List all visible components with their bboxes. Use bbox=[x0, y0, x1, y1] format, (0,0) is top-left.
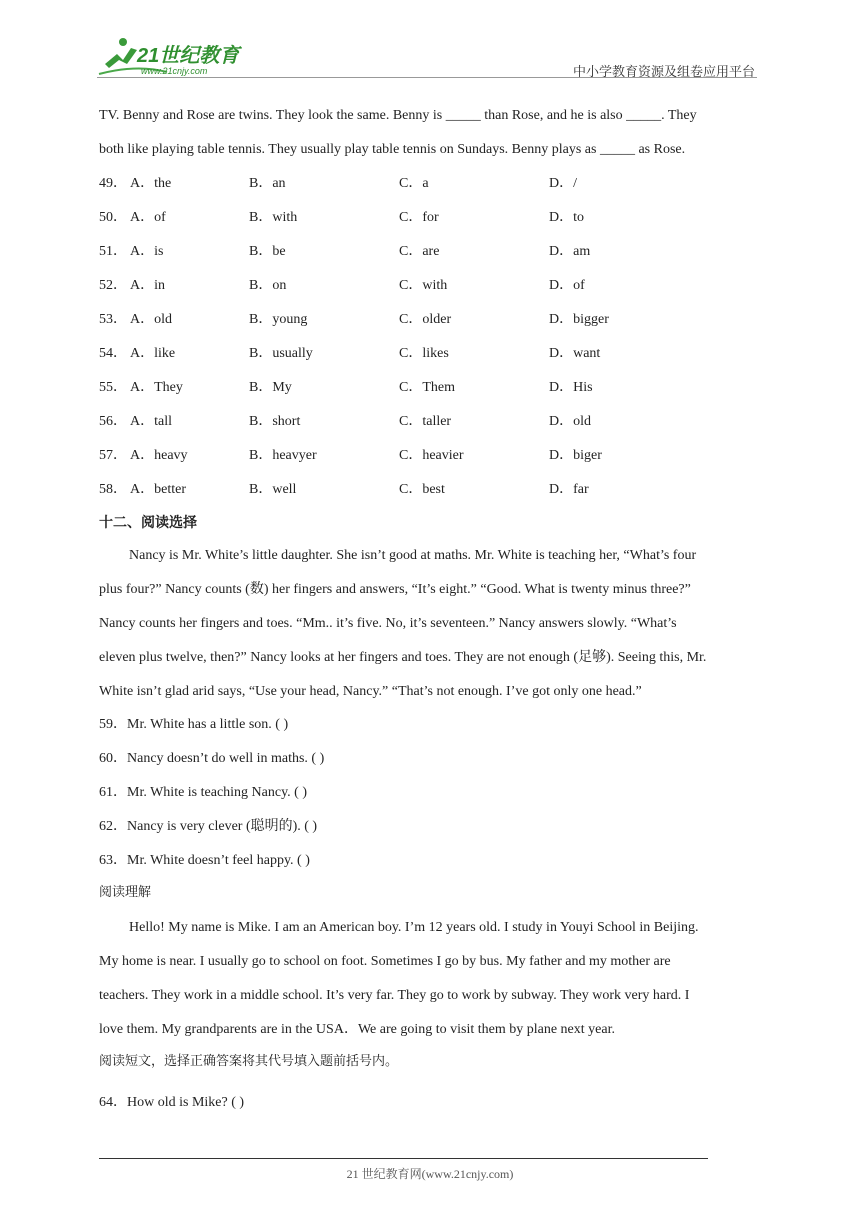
passage1-line-1: TV. Benny and Rose are twins. They look the same. Benny is _____ than Rose, and he is also _____. They bbox=[99, 108, 697, 123]
choice-number: 50． bbox=[99, 210, 127, 225]
option-a: A．in bbox=[130, 278, 165, 293]
passage3-line-3: teachers. They work in a middle school. It’s very far. They go to work by subway. They work very hard. I bbox=[99, 988, 690, 1003]
option-b: B．with bbox=[249, 210, 298, 225]
header-divider bbox=[97, 77, 757, 78]
option-b: B．well bbox=[249, 482, 297, 497]
header-platform-text: 中小学教育资源及组卷应用平台 bbox=[572, 65, 755, 80]
instruction-text: 阅读短文，选择正确答案将其代号填入题前括号内。 bbox=[99, 1054, 399, 1069]
svg-text:www.21cnjy.com: www.21cnjy.com bbox=[141, 66, 208, 76]
option-d: D．bigger bbox=[549, 312, 609, 327]
option-b: B．My bbox=[249, 380, 292, 395]
choice-number: 51． bbox=[99, 244, 127, 259]
passage2-line-1: Nancy is Mr. White’s little daughter. She isn’t good at maths. Mr. White is teaching her, “What’s four bbox=[129, 548, 697, 563]
footer-divider bbox=[99, 1158, 708, 1159]
option-c: C．are bbox=[399, 244, 440, 259]
option-b: B．short bbox=[249, 414, 301, 429]
option-d: D．biger bbox=[549, 448, 602, 463]
option-c: C．for bbox=[399, 210, 439, 225]
passage3-line-2: My home is near. I usually go to school on foot. Sometimes I go by bus. My father and my mother are bbox=[99, 954, 671, 969]
option-b: B．be bbox=[249, 244, 286, 259]
option-a: A．old bbox=[130, 312, 172, 327]
option-b: B．an bbox=[249, 176, 286, 191]
choice-number: 57． bbox=[99, 448, 127, 463]
option-d: D．His bbox=[549, 380, 593, 395]
question-60: 60．Nancy doesn’t do well in maths. ( ) bbox=[99, 751, 325, 766]
choice-number: 53． bbox=[99, 312, 127, 327]
reading-heading: 阅读理解 bbox=[99, 885, 152, 900]
option-a: A．like bbox=[130, 346, 176, 361]
option-a: A．the bbox=[130, 176, 172, 191]
option-c: C．likes bbox=[399, 346, 449, 361]
option-c: C．older bbox=[399, 312, 452, 327]
question-62: 62．Nancy is very clever (聪明的). ( ) bbox=[99, 819, 318, 834]
option-b: B．usually bbox=[249, 346, 313, 361]
option-d: D．of bbox=[549, 278, 585, 293]
option-a: A．They bbox=[130, 380, 183, 395]
passage1-line-2: both like playing table tennis. They usually play table tennis on Sundays. Benny plays as _____ as Rose. bbox=[99, 142, 686, 157]
choice-number: 52． bbox=[99, 278, 127, 293]
question-59: 59．Mr. White has a little son. ( ) bbox=[99, 717, 289, 732]
option-d: D．am bbox=[549, 244, 591, 259]
option-c: C．Them bbox=[399, 380, 455, 395]
option-c: C．with bbox=[399, 278, 448, 293]
option-d: D．to bbox=[549, 210, 584, 225]
choice-number: 58． bbox=[99, 482, 127, 497]
option-a: A．of bbox=[130, 210, 166, 225]
option-d: D．old bbox=[549, 414, 591, 429]
passage2-line-2: plus four?” Nancy counts (数) her fingers and answers, “It’s eight.” “Good. What is twenty minus three?” bbox=[99, 582, 691, 597]
question-64: 64．How old is Mike? ( ) bbox=[99, 1095, 245, 1110]
passage3-line-4: love them. My grandparents are in the USA．We are going to visit them by plane next year. bbox=[99, 1022, 615, 1037]
option-d: D．want bbox=[549, 346, 601, 361]
option-c: C．best bbox=[399, 482, 445, 497]
footer-text: 21 世纪教育网(www.21cnjy.com) bbox=[346, 1167, 514, 1181]
option-d: D．/ bbox=[549, 176, 577, 191]
choice-number: 54． bbox=[99, 346, 127, 361]
svg-text:21世纪教育: 21世纪教育 bbox=[137, 45, 240, 67]
question-63: 63．Mr. White doesn’t feel happy. ( ) bbox=[99, 853, 310, 868]
option-a: A．better bbox=[130, 482, 186, 497]
passage2-line-5: White isn’t glad arid says, “Use your head, Nancy.” “That’s not enough. I’ve got only one head.” bbox=[99, 684, 642, 699]
option-a: A．is bbox=[130, 244, 164, 259]
passage2-line-3: Nancy counts her fingers and toes. “Mm.. it’s five. No, it’s seventeen.” Nancy answers slowly. “What’s bbox=[99, 616, 677, 631]
passage2-line-4: eleven plus twelve, then?” Nancy looks at her fingers and toes. They are not enough (足够). Seeing this, Mr. bbox=[99, 650, 707, 665]
logo-21cnjy bbox=[97, 34, 267, 78]
page-header bbox=[97, 30, 757, 80]
option-b: B．on bbox=[249, 278, 287, 293]
section-heading: 十二、阅读选择 bbox=[99, 515, 197, 531]
option-c: C．taller bbox=[399, 414, 452, 429]
option-d: D．far bbox=[549, 482, 589, 497]
option-b: B．young bbox=[249, 312, 308, 327]
choice-number: 55． bbox=[99, 380, 127, 395]
option-a: A．heavy bbox=[130, 448, 188, 463]
question-61: 61．Mr. White is teaching Nancy. ( ) bbox=[99, 785, 308, 800]
choice-number: 49． bbox=[99, 176, 127, 191]
option-c: C．a bbox=[399, 176, 429, 191]
passage3-line-1: Hello! My name is Mike. I am an American boy. I’m 12 years old. I study in Youyi School in Beijing. bbox=[129, 920, 699, 935]
option-b: B．heavyer bbox=[249, 448, 317, 463]
option-a: A．tall bbox=[130, 414, 172, 429]
choice-number: 56． bbox=[99, 414, 127, 429]
option-c: C．heavier bbox=[399, 448, 464, 463]
